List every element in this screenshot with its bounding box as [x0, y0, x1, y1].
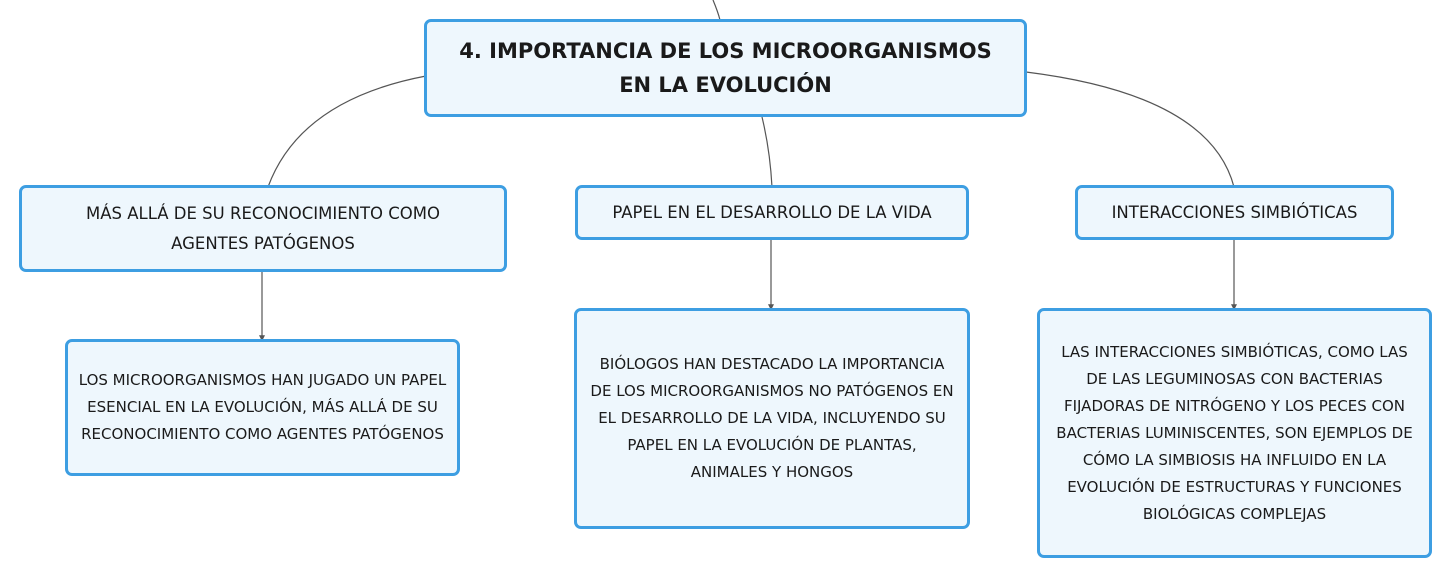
detail-node-beyond-pathogens[interactable] [65, 339, 460, 476]
connector-root-to-branch-3 [1026, 72, 1234, 187]
branch-node-role-in-life[interactable] [575, 185, 969, 240]
root-topic-text: 4. IMPORTANCIA DE LOS MICROORGANISMOS EN LA EVOLUCIÓN [459, 39, 992, 97]
detail-text: LAS INTERACCIONES SIMBIÓTICAS, COMO LAS DE LAS LEGUMINOSAS CON BACTERIAS FIJADORAS DE NITRÓGENO Y LOS PECES CON BACTERIAS LUMINISCENTES, SON EJEMPLOS DE CÓMO LA SIMBIOSIS HA INFLUIDO EN LA EVOLUCIÓN DE ESTRUCTURAS Y FUNCIONES BIOLÓGICAS COMPLEJAS [1056, 342, 1413, 523]
detail-text: LOS MICROORGANISMOS HAN JUGADO UN PAPEL ESENCIAL EN LA EVOLUCIÓN, MÁS ALLÁ DE SU RECONOCIMIENTO COMO AGENTES PATÓGENOS [78, 371, 447, 443]
root-topic-node[interactable] [424, 19, 1027, 117]
branch-node-beyond-pathogens[interactable] [19, 185, 507, 272]
branch-title: MÁS ALLÁ DE SU RECONOCIMIENTO COMO AGENTES PATÓGENOS [85, 203, 441, 253]
detail-node-role-in-life[interactable] [574, 308, 970, 529]
branch-node-symbiotic-interactions[interactable] [1075, 185, 1394, 240]
detail-text: BIÓLOGOS HAN DESTACADO LA IMPORTANCIA DE LOS MICROORGANISMOS NO PATÓGENOS EN EL DESARROLLO DE LA VIDA, INCLUYENDO SU PAPEL EN LA EVOLUCIÓN DE PLANTAS, ANIMALES Y HONGOS [590, 355, 954, 481]
detail-node-symbiotic-interactions[interactable] [1037, 308, 1432, 558]
branch-title: INTERACCIONES SIMBIÓTICAS [1111, 202, 1358, 222]
connector-incoming [713, 0, 720, 20]
connector-root-to-branch-1 [268, 76, 426, 187]
branch-title: PAPEL EN EL DESARROLLO DE LA VIDA [612, 202, 932, 222]
connector-root-to-branch-2 [762, 117, 772, 187]
